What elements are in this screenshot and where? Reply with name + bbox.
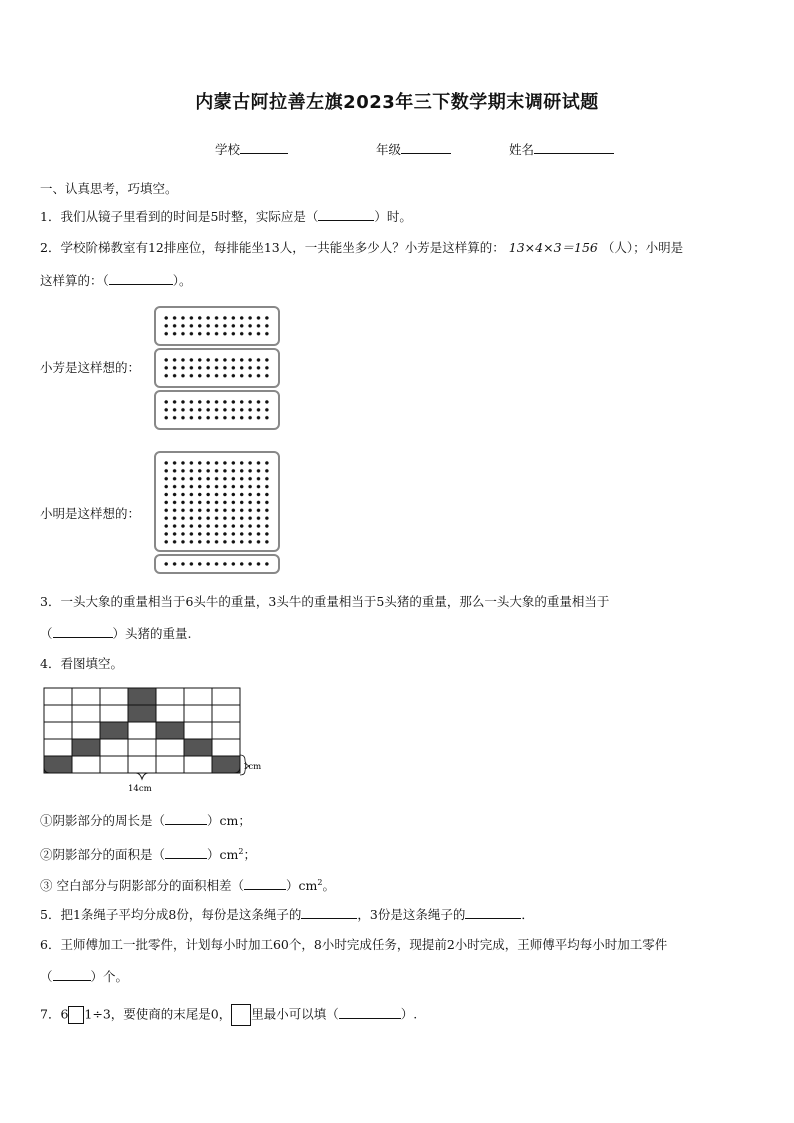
- name-label: 姓名: [509, 142, 535, 157]
- label-14cm: 14cm: [128, 784, 152, 794]
- q5-text-b: ，3份是这条绳子的: [357, 907, 466, 922]
- dot-array-block: [154, 348, 280, 388]
- q4-item-punct: ；: [243, 847, 256, 863]
- q4-item-1: [40, 812, 251, 829]
- blank-cell: [212, 688, 240, 705]
- blank-cell: [156, 705, 184, 722]
- blank-cell: [212, 705, 240, 722]
- blank-cell: [128, 722, 156, 739]
- circled-number: ②: [40, 847, 53, 863]
- question-5: [40, 906, 534, 923]
- blank-cell: [72, 705, 100, 722]
- dot-grid: [162, 560, 272, 569]
- blank-cell: [44, 688, 72, 705]
- question-3-cont: [40, 625, 192, 642]
- blank-cell: [72, 688, 100, 705]
- q4-item-2-blank[interactable]: [165, 846, 207, 859]
- dot-grid: [162, 459, 272, 544]
- grid-cells: [44, 688, 240, 773]
- q7-digit-box-ref: [231, 1004, 251, 1026]
- grid-figure: [40, 685, 280, 795]
- xiaofang-label: 小芳是这样想的：: [40, 360, 141, 375]
- blank-cell: [184, 756, 212, 773]
- superscript: 2: [238, 847, 244, 856]
- blank-cell: [184, 688, 212, 705]
- dot-array-block: [154, 306, 280, 346]
- question-4: 4．看图填空。: [40, 656, 123, 671]
- q4-item-text: 阴影部分的面积是（: [52, 847, 166, 863]
- shaded-cell: [128, 705, 156, 722]
- grade-blank[interactable]: [401, 141, 451, 154]
- blank-cell: [100, 688, 128, 705]
- label-1cm: 1cm: [243, 762, 262, 772]
- q5-text: 5．把1条绳子平均分成8份，每份是这条绳子的: [40, 907, 302, 922]
- q2-text: 2．学校阶梯教室有12排座位，每排能坐13人，一共能坐多少人？小芳是这样算的：: [40, 240, 505, 255]
- q5-blank-2[interactable]: [465, 906, 521, 919]
- q2-text-d: ）。: [172, 273, 192, 288]
- q4-item-punct: 。: [322, 878, 335, 894]
- page-title: 内蒙古阿拉善左旗2023年三下数学期末调研试题: [195, 92, 599, 113]
- blank-cell: [212, 722, 240, 739]
- superscript: 2: [317, 878, 323, 887]
- q6-text-b: （: [40, 969, 53, 984]
- circled-number: ③: [40, 878, 53, 894]
- blank-cell: [100, 756, 128, 773]
- q3-text-c: ）头猪的重量.: [112, 626, 192, 641]
- question-2: [40, 240, 683, 256]
- q3-text-b: （: [40, 626, 53, 641]
- q3-answer-blank[interactable]: [53, 625, 113, 638]
- q4-item-text: 空白部分与阴影部分的面积相差（: [52, 878, 244, 894]
- q7-answer-blank[interactable]: [339, 1006, 401, 1019]
- question-6: 6．王师傅加工一批零件，计划每小时加工60个，8小时完成任务，现提前2小时完成，王师傅平均每小时加工零件: [40, 937, 668, 952]
- q2-text-c: 这样算的：（: [40, 273, 109, 288]
- blank-cell: [128, 739, 156, 756]
- dot-array-large: [154, 451, 280, 552]
- q4-item-text: 阴影部分的周长是（: [52, 813, 166, 828]
- question-2-cont: [40, 272, 192, 289]
- shaded-cell: [184, 739, 212, 756]
- dot-grid: [162, 356, 272, 380]
- dot-grid: [162, 314, 272, 338]
- xiaoming-label: 小明是这样想的：: [40, 506, 141, 521]
- q2-answer-blank[interactable]: [109, 272, 173, 285]
- dot-grid: [162, 398, 272, 422]
- blank-cell: [44, 739, 72, 756]
- blank-cell: [156, 688, 184, 705]
- shaded-cell: [212, 756, 240, 773]
- section-heading: 一、认真思考，巧填空。: [40, 181, 178, 196]
- dot-array-block: [154, 390, 280, 430]
- q5-text-c: ．: [521, 907, 534, 922]
- question-7: [40, 1004, 417, 1026]
- q4-item-1-blank[interactable]: [165, 812, 207, 825]
- blank-cell: [128, 756, 156, 773]
- blank-cell: [184, 705, 212, 722]
- blank-cell: [184, 722, 212, 739]
- q7-text-b: 1÷3，要使商的末尾是0，: [84, 1006, 232, 1022]
- q5-blank-1[interactable]: [301, 906, 357, 919]
- q7-text: 7．6: [40, 1006, 69, 1022]
- q2-text-b: （人）；小明是: [601, 240, 684, 255]
- name-blank[interactable]: [534, 141, 614, 154]
- blank-cell: [156, 739, 184, 756]
- question-1: [40, 208, 412, 225]
- q1-text: 1．我们从镜子里看到的时间是5时整，实际应是（: [40, 209, 319, 224]
- q7-text-d: ）.: [400, 1006, 418, 1022]
- circled-number: ①: [40, 813, 53, 828]
- question-6-cont: [40, 968, 128, 985]
- school-blank[interactable]: [240, 141, 288, 154]
- question-3: 3．一头大象的重量相当于6头牛的重量，3头牛的重量相当于5头猪的重量，那么一头大象的重量相当于: [40, 594, 610, 609]
- blank-cell: [212, 739, 240, 756]
- q4-item-text-end: ）cm: [286, 878, 318, 894]
- q7-text-c: 里最小可以填（: [251, 1006, 339, 1022]
- shaded-cell: [156, 722, 184, 739]
- q7-digit-box[interactable]: [68, 1006, 84, 1024]
- shaded-cell: [128, 688, 156, 705]
- school-field: [215, 141, 288, 158]
- blank-cell: [100, 739, 128, 756]
- q4-item-text-end: ）cm；: [207, 813, 251, 828]
- blank-cell: [72, 722, 100, 739]
- dot-array-small: [154, 554, 280, 574]
- q4-item-3: [40, 875, 335, 894]
- q2-formula: 13×4×3＝156: [508, 240, 598, 255]
- q6-answer-blank[interactable]: [53, 968, 91, 981]
- shaded-cell: [100, 722, 128, 739]
- name-field: [509, 141, 614, 158]
- q1-text-end: ）时。: [374, 209, 412, 224]
- blank-cell: [156, 756, 184, 773]
- blank-cell: [44, 722, 72, 739]
- q4-item-3-blank[interactable]: [244, 877, 286, 890]
- school-label: 学校: [215, 142, 241, 157]
- blank-cell: [72, 756, 100, 773]
- q4-item-2: [40, 844, 256, 863]
- shaded-cell: [72, 739, 100, 756]
- shaded-cell: [44, 756, 72, 773]
- grade-field: [376, 141, 451, 158]
- grade-label: 年级: [376, 142, 402, 157]
- q4-item-text-end: ）cm: [207, 847, 239, 863]
- q6-text-c: ）个。: [90, 969, 129, 984]
- blank-cell: [44, 705, 72, 722]
- q1-answer-blank[interactable]: [318, 208, 374, 221]
- blank-cell: [100, 705, 128, 722]
